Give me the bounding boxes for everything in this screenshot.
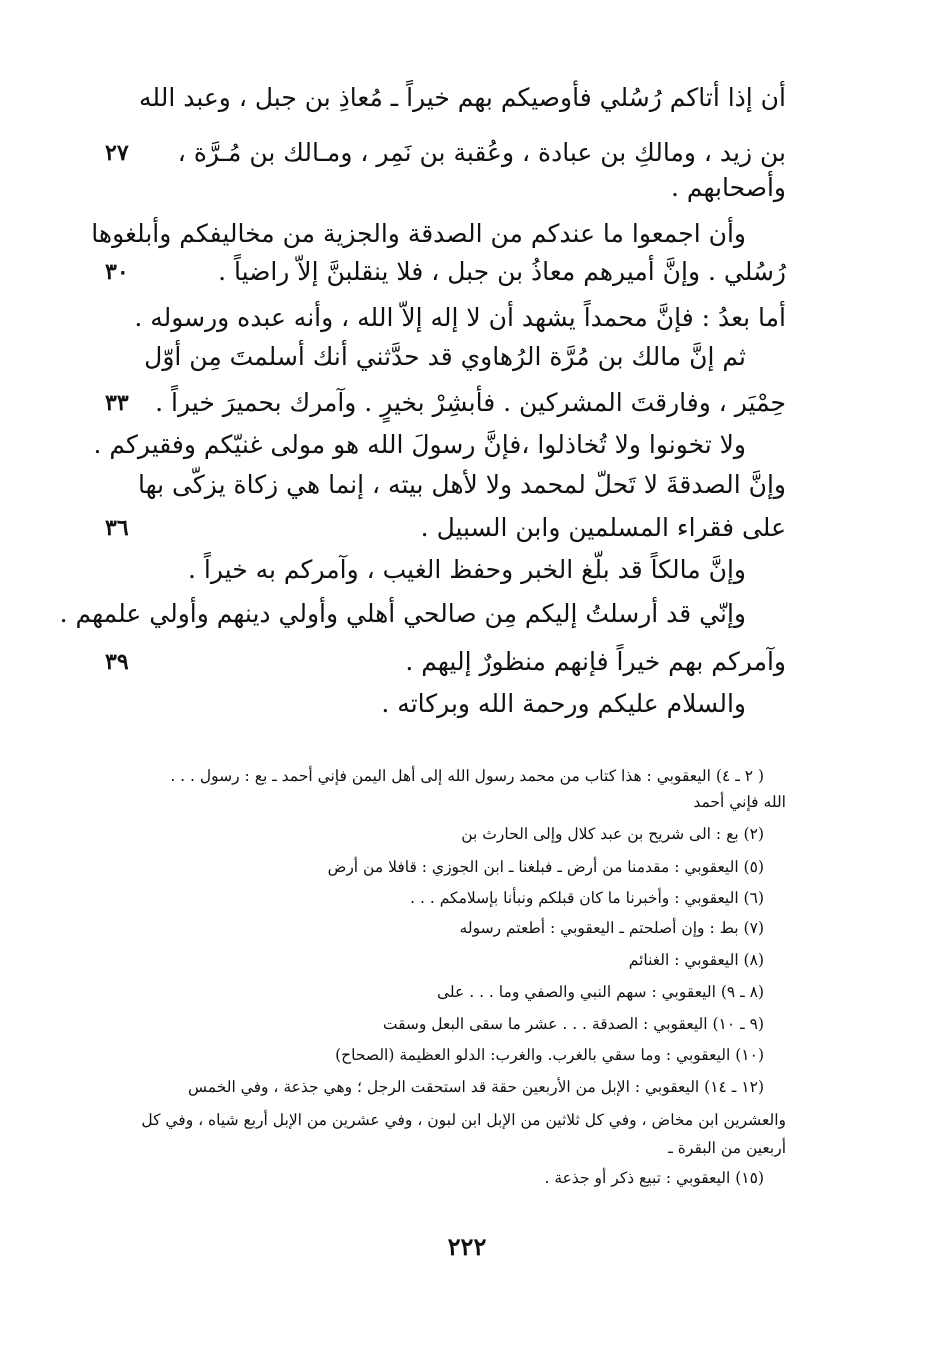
footnote: (٢) بع : الى شريح بن عبد كلال وإلى الحارث بن <box>461 825 764 843</box>
body-line: رُسُلي . وإنَّ أميرهم معاذُ بن جبل ، فلا ينقلبنَّ إلاّ راضياً . <box>218 257 786 286</box>
line-number: ٣٣ <box>105 390 129 416</box>
footnote: (١٢ ـ ١٤) اليعقوبي : الإبل من الأربعين حقة قد استحقت الرجل ؛ وهي جذعة ، وفي الخمس <box>188 1078 764 1096</box>
footnote: الله فإني أحمد <box>693 793 786 811</box>
body-line: وآمركم بهم خيراً فإنهم منظورٌ إليهم . <box>405 647 786 676</box>
line-number: ٣٦ <box>105 515 129 541</box>
footnote: (١٥) اليعقوبي : تبيع ذكر أو جذعة . <box>544 1169 764 1187</box>
body-line: حِمْيَر ، وفارقتَ المشركين . فأبشِرْ بخيرٍ . وآمرك بحميرَ خيراً . <box>155 388 786 417</box>
line-number: ٣٩ <box>105 649 129 675</box>
footnote: والعشرين ابن مخاض ، وفي كل ثلاثين من الإبل ابن لبون ، وفي عشرين من الإبل أربع شياه ، وفي كل <box>141 1111 786 1129</box>
body-line: والسلام عليكم ورحمة الله وبركاته . <box>381 689 746 718</box>
footnote: (٩ ـ ١٠) اليعقوبي : الصدقة . . . عشر ما سقى البعل وسقت <box>382 1015 764 1033</box>
page-number: ٢٢٢ <box>447 1232 487 1261</box>
body-line: وإنّي قد أرسلتُ إليكم مِن صالحي أهلي وأولي دينهم وأولي علمهم . <box>59 599 746 628</box>
body-line: وإنَّ الصدقةَ لا تَحلّ لمحمد ولا لأهل بيته ، إنما هي زكاة يزكّى بها <box>138 470 786 499</box>
line-number: ٢٧ <box>105 140 129 166</box>
footnote: (٨ ـ ٩) اليعقوبي : سهم النبي والصفي وما . . . على <box>437 983 764 1001</box>
footnote: (٧) بط : وإن أصلحتم ـ اليعقوبي : أطعتم رسوله <box>459 919 764 937</box>
footnote: (٨) اليعقوبي : الغنائم <box>628 951 764 969</box>
body-line: وإنَّ مالكاً قد بلّغ الخبر وحفظ الغيب ، وآمركم به خيراً . <box>188 555 746 584</box>
footnote: (٥) اليعقوبي : مقدمنا من أرض ـ فبلغنا ـ ابن الجوزي : قافلا من أرض <box>327 858 764 876</box>
body-line: ثم إنَّ مالك بن مُرَّة الرُهاوي قد حدَّثني أنك أسلمتَ مِن أوّل <box>144 342 746 371</box>
line-number: ٣٠ <box>105 259 129 285</box>
footnote: ( ٢ ـ ٤) اليعقوبي : هذا كتاب من محمد رسول الله إلى أهل اليمن فإني أحمد ـ بع : رسول . . . <box>170 767 764 785</box>
footnote: (١٠) اليعقوبي : وما سقي بالغرب. والغرب: الدلو العظيمة (الصحاح) <box>335 1046 764 1064</box>
footnote: أربعين من البقرة ـ <box>668 1139 786 1157</box>
body-line: وأصحابهم . <box>670 173 786 202</box>
body-line: أما بعدُ : فإنَّ محمداً يشهد أن لا إله إلاّ الله ، وأنه عبده ورسوله . <box>134 303 786 332</box>
body-line: بن زيد ، ومالكِ بن عبادة ، وعُقبة بن نَمِر ، ومـالك بن مُـرَّة ، <box>177 138 786 167</box>
footnote: (٦) اليعقوبي : وأخبرنا ما كان قبلكم ونبأنا بإسلامكم . . . <box>410 889 764 907</box>
body-line: على فقراء المسلمين وابن السبيل . <box>420 513 786 542</box>
body-line: وأن اجمعوا ما عندكم من الصدقة والجزية من مخاليفكم وأبلغوها <box>91 219 746 248</box>
body-line: ولا تخونوا ولا تُخاذلوا ،فإنَّ رسولَ الله هو مولى غنيّكم وفقيركم . <box>93 430 746 459</box>
body-line: أن إذا أتاكم رُسُلي فأوصيكم بهم خيراً ـ مُعاذِ بن جبل ، وعبد الله <box>139 83 786 112</box>
